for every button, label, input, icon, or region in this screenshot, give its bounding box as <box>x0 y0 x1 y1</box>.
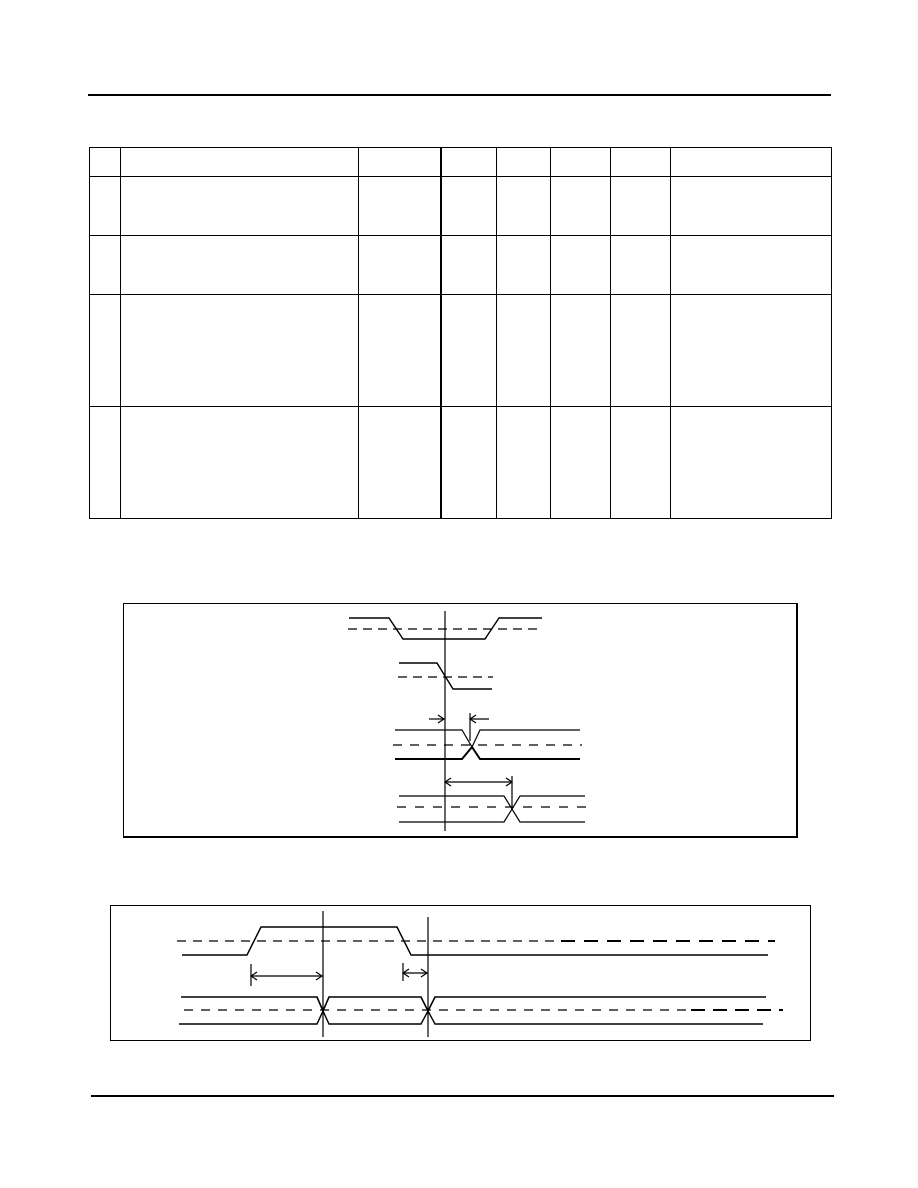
table-cell <box>359 148 441 177</box>
table-cell <box>497 148 551 177</box>
table-cell <box>359 177 441 236</box>
table-cell <box>611 295 671 407</box>
footer-rule <box>91 1095 834 1097</box>
table-cell <box>121 295 359 407</box>
signal-1-waveform <box>177 927 775 955</box>
table-cell <box>551 177 611 236</box>
table-cell <box>497 295 551 407</box>
timing-arrow-2 <box>445 776 512 809</box>
table-cell <box>359 407 441 519</box>
timing-diagram-2-svg <box>111 906 812 1042</box>
table-cell <box>611 177 671 236</box>
table-cell <box>671 148 832 177</box>
table-cell <box>551 236 611 295</box>
signal-4-waveform <box>397 796 587 822</box>
timing-arrow-2 <box>403 963 427 981</box>
timing-arrow-1 <box>251 964 322 986</box>
table-cell <box>90 407 121 519</box>
table-cell <box>90 295 121 407</box>
timing-diagram-2 <box>110 905 811 1041</box>
table-cell <box>551 295 611 407</box>
table-cell <box>90 148 121 177</box>
table-cell <box>90 177 121 236</box>
timing-arrow-1 <box>429 713 489 741</box>
table-row <box>90 177 832 236</box>
signal-3-waveform <box>393 730 582 759</box>
table-row <box>90 236 832 295</box>
table-cell <box>671 407 832 519</box>
table-cell <box>611 236 671 295</box>
timing-diagram-1 <box>123 603 798 838</box>
signal-2-waveform <box>179 997 783 1024</box>
table-row <box>90 295 832 407</box>
table-cell <box>441 177 497 236</box>
table-cell <box>359 236 441 295</box>
table-cell <box>671 177 832 236</box>
table-cell <box>359 295 441 407</box>
table-cell <box>441 295 497 407</box>
table-cell <box>611 148 671 177</box>
table-cell <box>121 177 359 236</box>
table-row <box>90 407 832 519</box>
table-cell <box>497 236 551 295</box>
table-cell <box>121 407 359 519</box>
table-cell <box>497 407 551 519</box>
timing-diagram-1-svg <box>124 604 799 839</box>
table-cell <box>121 236 359 295</box>
table-cell <box>497 177 551 236</box>
table-cell <box>611 407 671 519</box>
table-cell <box>551 148 611 177</box>
table-cell <box>441 407 497 519</box>
table-cell <box>671 295 832 407</box>
table-cell <box>121 148 359 177</box>
table-cell <box>90 236 121 295</box>
table-cell <box>441 148 497 177</box>
spec-table <box>89 147 832 519</box>
table-cell <box>551 407 611 519</box>
header-rule <box>88 94 831 96</box>
table-cell <box>441 236 497 295</box>
table-cell <box>671 236 832 295</box>
table-header-row <box>90 148 832 177</box>
